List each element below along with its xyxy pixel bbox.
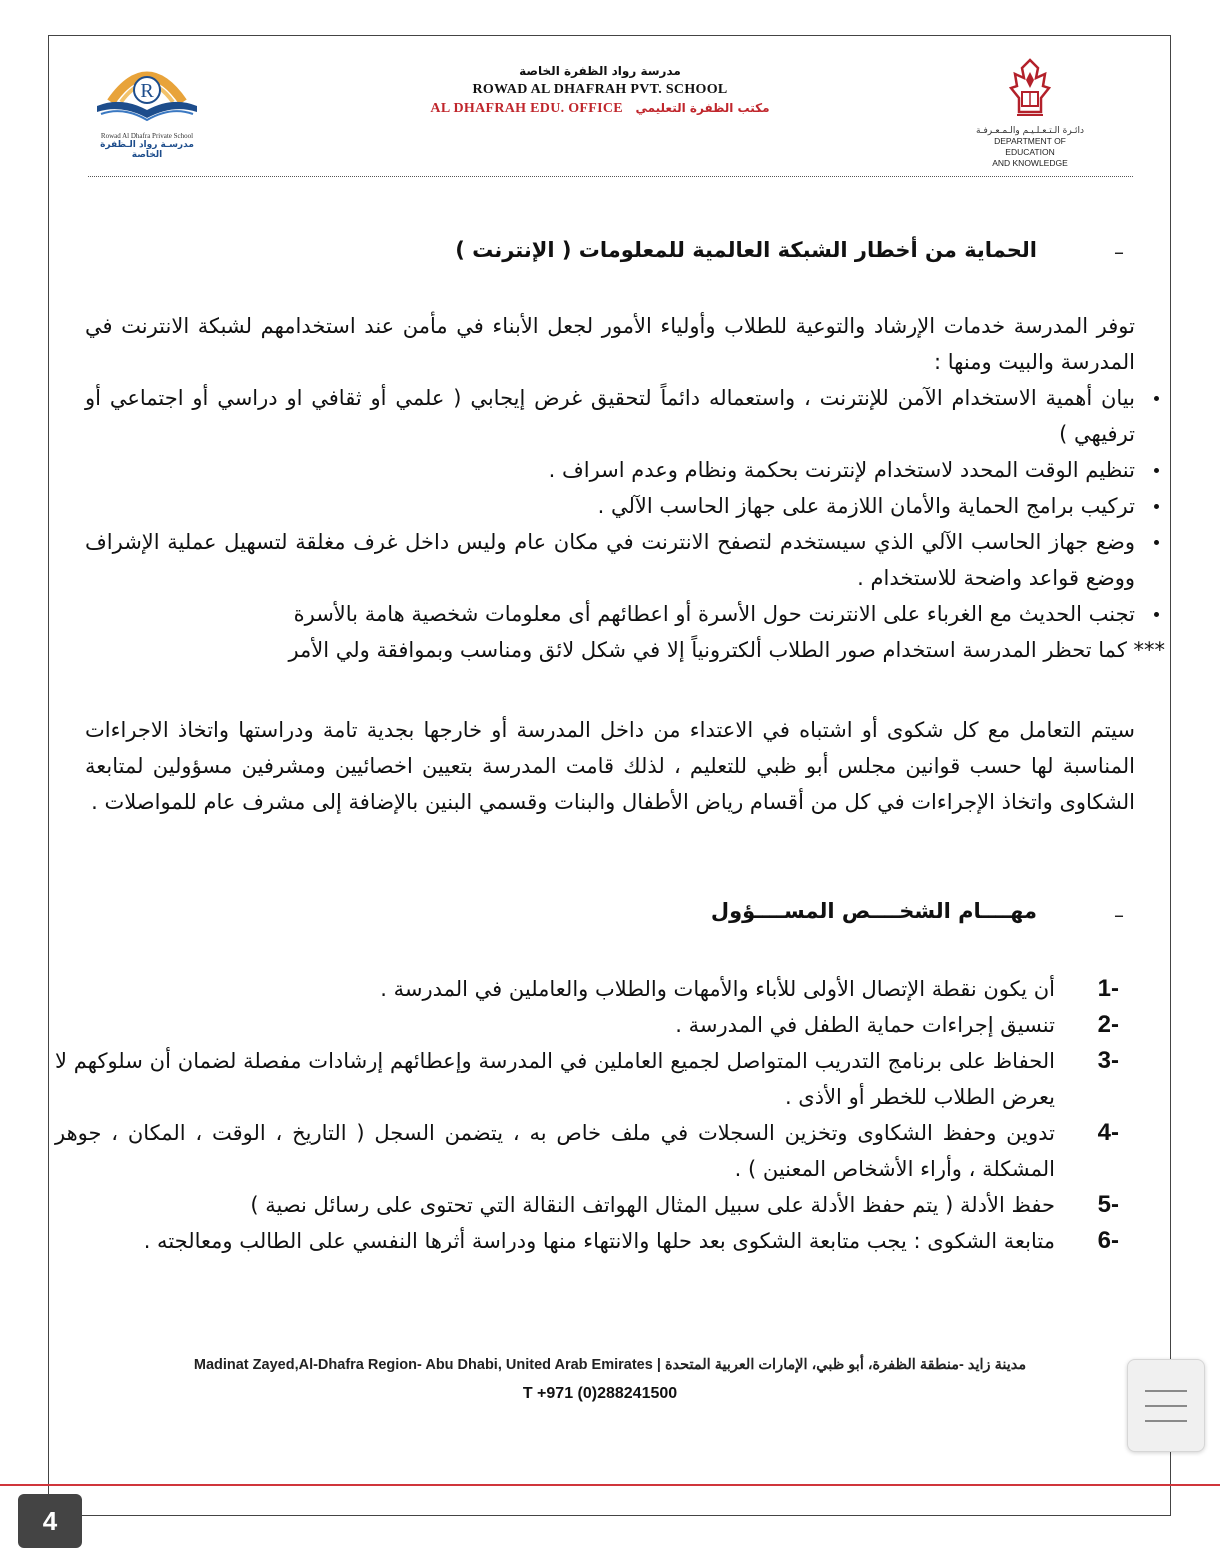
school-header	[400, 64, 800, 117]
item-number: 2-	[1097, 1011, 1119, 1038]
list-item: تنظيم الوقت المحدد لاستخدام لإنترنت بحكمة ونظام وعدم اسراف .	[85, 452, 1135, 488]
footer-phone: T +971 (0)288241500	[522, 1385, 678, 1402]
photo-policy-note: *** كما تحظر المدرسة استخدام صور الطلاب ألكترونياً إلا في شكل لائق ومناسب وبموافقة ولي الأمر	[288, 638, 1165, 662]
page-number-badge: 4	[18, 1494, 82, 1548]
complaints-paragraph: سيتم التعامل مع كل شكوى أو اشتباه في الاعتداء من داخل المدرسة أو خارجها بجدية تامة ودراستها واتخاذ الاجراءات المناسبة لها حسب قوانين مجلس أبو ظبي للتعليم ، لذلك قامت المدرسة بتعيين اخصائيين ومشرفين مسؤولين لمتابعة الشكاوى واتخاذ الإجراءات في كل من أقسام رياض الأطفال والبنات وقسمي البنين بالإضافة إلى مشرف عام للمواصلات .	[85, 718, 1135, 814]
header-divider	[88, 176, 1133, 177]
department-name-line2: AND KNOWLEDGE	[992, 158, 1068, 168]
logo-letter: R	[140, 80, 154, 102]
footer-address-english: Madinat Zayed,Al-Dhafra Region- Abu Dhabi, United Arab Emirates	[193, 1357, 653, 1373]
list-item: وضع جهاز الحاسب الآلي الذي سيستخدم لتصفح الانترنت في مكان عام وليس داخل غرف مغلقة لتسهيل عملية الإشراف ووضع قواعد واضحة للاستخدام .	[85, 524, 1135, 596]
list-item: 6- متابعة الشكوى : يجب متابعة الشكوى بعد حلها والانتهاء منها ودراسة أثرها النفسي على الطالب ومعالجته .	[55, 1223, 1055, 1259]
list-item: بيان أهمية الاستخدام الآمن للإنترنت ، واستعماله دائماً لتحقيق غرض إيجابي ( علمي أو ثقافي او دراسي أو اجتماعي أو ترفيهي )	[85, 380, 1135, 452]
list-item: 1- أن يكون نقطة الإتصال الأولى للأباء والأمهات والطلاب والعاملين في المدرسة .	[95, 971, 1055, 1007]
school-name-english: ROWAD AL DHAFRAH PVT. SCHOOL	[472, 82, 728, 97]
item-number: 5-	[1097, 1191, 1119, 1218]
education-office	[400, 101, 800, 117]
hamburger-menu-icon	[1145, 1390, 1187, 1392]
office-name-english: AL DHAFRAH EDU. OFFICE	[430, 101, 623, 116]
footer-address	[150, 1357, 1070, 1373]
logo-caption-arabic: مدرسـة رواد الـظفرة الخاصة	[100, 140, 194, 160]
section1-body	[85, 308, 1165, 668]
section1-title: الحماية من أخطار الشبكة العالمية للمعلومات ( الإنترنت )	[455, 238, 1037, 262]
list-item: تركيب برامج الحماية والأمان اللازمة على جهاز الحاسب الآلي .	[85, 488, 1135, 524]
section1-intro: توفر المدرسة خدمات الإرشاد والتوعية للطلاب وأولياء الأمور لجعل الأبناء في مأمن عند استخدامهم لشبكة الانترنت في المدرسة والبيت ومنها :	[85, 314, 1135, 374]
section2-title: مهــــام الشخــــص المســــؤول	[710, 899, 1037, 923]
school-logo	[88, 60, 206, 160]
list-item: تجنب الحديث مع الغرباء على الانترنت حول الأسرة أو اعطائهم أى معلومات شخصية هامة بالأسرة	[85, 596, 1135, 632]
item-number: 3-	[1097, 1047, 1119, 1074]
department-logo	[970, 58, 1090, 169]
bullet-icon	[1154, 540, 1159, 545]
item-number: 6-	[1097, 1227, 1119, 1254]
list-item: 3- الحفاظ على برنامج التدريب المتواصل لجميع العاملين في المدرسة وإعطائهم إرشادات مفصلة لضمان أن سلوكهم لا يعرض الطلاب للخطر أو الأذى .	[55, 1043, 1055, 1115]
item-number: 1-	[1097, 975, 1119, 1002]
school-name-arabic: مدرسة رواد الظفرة الخاصة	[519, 64, 681, 78]
bullet-icon	[1154, 396, 1159, 401]
bullet-icon	[1154, 468, 1159, 473]
section1-dash: –	[1114, 240, 1124, 264]
hamburger-menu-button[interactable]	[1127, 1359, 1205, 1452]
list-item: 5- حفظ الأدلة ( يتم حفظ الأدلة على سبيل المثال الهواتف النقالة التي تحتوى على رسائل نصية )	[95, 1187, 1055, 1223]
responsibilities-list	[55, 971, 1119, 1259]
item-number: 4-	[1097, 1119, 1119, 1146]
bullet-icon	[1154, 504, 1159, 509]
falcon-emblem-icon	[1005, 58, 1055, 120]
section2-dash: –	[1114, 903, 1124, 927]
logo-caption-english: Rowad Al Dhafra Private School	[100, 132, 194, 140]
footer-separator: |	[656, 1357, 661, 1373]
list-item: 4- تدوين وحفظ الشكاوى وتخزين السجلات في ملف خاص به ، يتضمن السجل ( التاريخ ، الوقت ، المكان ، جوهر المشكلة ، وأراء الأشخاص المعنين ) .	[55, 1115, 1055, 1187]
department-name-arabic: دائـرة الـتـعـلـيـم والـمـعـرفـة	[976, 126, 1084, 136]
department-name-line1: DEPARTMENT OF EDUCATION	[994, 136, 1066, 157]
bullet-icon	[1154, 612, 1159, 617]
footer-address-arabic: مدينة زايد -منطقة الظفرة، أبو ظبي، الإمارات العربية المتحدة	[664, 1357, 1027, 1373]
list-item: 2- تنسيق إجراءات حماية الطفل في المدرسة .	[95, 1007, 1055, 1043]
office-name-arabic: مكتب الظفرة التعليمي	[635, 101, 770, 115]
page-separator-rule	[0, 1484, 1220, 1486]
rowad-book-logo-icon	[91, 60, 203, 128]
